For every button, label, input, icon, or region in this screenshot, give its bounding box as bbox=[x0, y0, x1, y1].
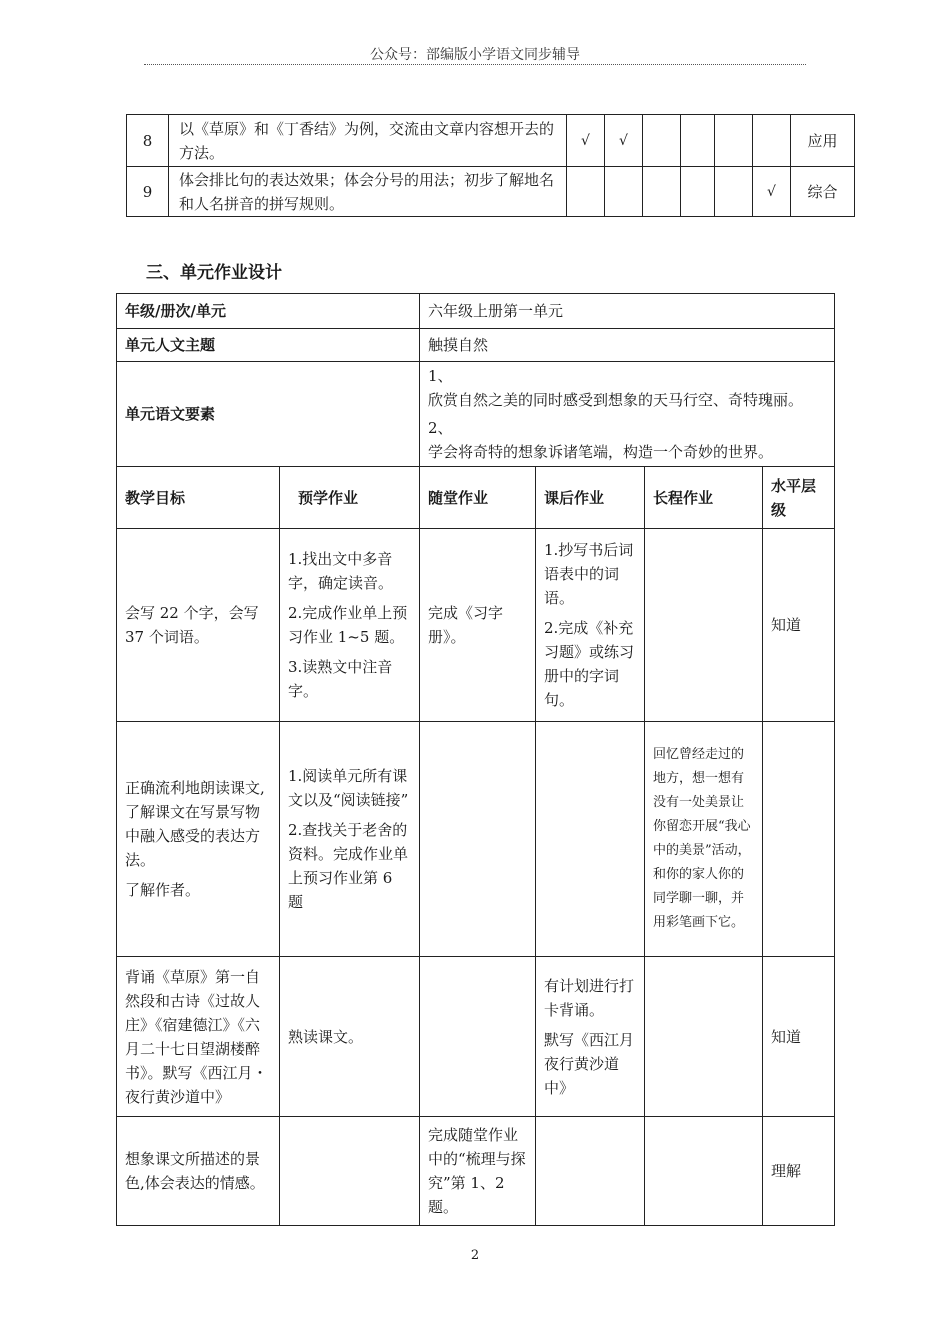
header-divider bbox=[144, 64, 806, 65]
check-cell bbox=[567, 167, 605, 217]
level-cell: 应用 bbox=[791, 115, 855, 167]
cell-text: 背诵《草原》第一自然段和古诗《过故人庄》《宿建德江》《六月二十七日望湖楼醉书》。默写《西江月・夜行黄沙道中》 bbox=[125, 967, 268, 1106]
goal-cell bbox=[117, 957, 280, 1117]
theme-value: 触摸自然 bbox=[420, 329, 835, 362]
grade-value: 六年级上册第一单元 bbox=[420, 294, 835, 329]
elements-label: 单元语文要素 bbox=[117, 362, 420, 467]
level-cell: 知道 bbox=[763, 529, 835, 722]
cell-text: 1.阅读单元所有课文以及“阅读链接” bbox=[288, 767, 409, 809]
cell-text: 完成《习字册》。 bbox=[428, 604, 504, 646]
header-class: 随堂作业 bbox=[420, 467, 536, 529]
cell-text: 默写《西江月 夜行黄沙道中》 bbox=[544, 1030, 635, 1097]
class-cell bbox=[420, 529, 536, 722]
list-item bbox=[428, 414, 826, 466]
pre-cell bbox=[280, 957, 420, 1117]
page-header: 公众号：部编版小学语文同步辅导 bbox=[370, 47, 580, 63]
list-item bbox=[428, 362, 826, 414]
cell-text: 1.找出文中多音字，确定读音。 bbox=[288, 550, 394, 592]
grade-row bbox=[117, 294, 835, 329]
after-cell bbox=[536, 1117, 645, 1226]
check-cell bbox=[715, 115, 753, 167]
homework-design-table bbox=[116, 293, 835, 1226]
grade-label: 年级/册次/单元 bbox=[117, 294, 420, 329]
class-cell bbox=[420, 1117, 536, 1226]
table-row bbox=[117, 722, 835, 957]
check-cell bbox=[753, 115, 791, 167]
cell-text: 有计划进行打卡背诵。 bbox=[544, 976, 635, 1019]
table-row bbox=[117, 1117, 835, 1226]
list-number: 1、 bbox=[428, 367, 453, 385]
header-after: 课后作业 bbox=[536, 467, 645, 529]
long-cell bbox=[645, 1117, 763, 1226]
cell-text: 想象课文所描述的景色,体会表达的情感。 bbox=[125, 1150, 265, 1192]
after-cell bbox=[536, 722, 645, 957]
list-number: 2、 bbox=[428, 419, 453, 437]
cell-text: 回忆曾经走过的地方，想一想有没有一处美景让你留恋开展“我心中的美景”活动，和你的家人你的同学聊一聊，并用彩笔画下它。 bbox=[653, 747, 751, 930]
long-cell bbox=[645, 957, 763, 1117]
table-row bbox=[117, 529, 835, 722]
check-cell bbox=[605, 167, 643, 217]
elements-cell bbox=[420, 362, 835, 467]
table-row bbox=[127, 167, 855, 217]
cell-text: 3.读熟文中注音字。 bbox=[288, 658, 393, 700]
check-cell bbox=[681, 167, 715, 217]
table-row bbox=[117, 957, 835, 1117]
goal-cell bbox=[117, 722, 280, 957]
table-row bbox=[127, 115, 855, 167]
cell-text: 了解作者。 bbox=[125, 881, 201, 899]
row-number: 8 bbox=[127, 115, 169, 167]
goal-cell bbox=[117, 529, 280, 722]
class-cell bbox=[420, 722, 536, 957]
objectives-table bbox=[126, 114, 855, 217]
row-number: 9 bbox=[127, 167, 169, 217]
cell-text: 1.抄写书后词语表中的词语。 bbox=[544, 541, 634, 607]
theme-label: 单元人文主题 bbox=[117, 329, 420, 362]
check-cell bbox=[643, 115, 681, 167]
class-cell bbox=[420, 957, 536, 1117]
pre-cell bbox=[280, 1117, 420, 1226]
check-cell: √ bbox=[753, 167, 791, 217]
cell-text: 熟读课文。 bbox=[288, 1027, 364, 1046]
cell-text: 正确流利地朗读课文,了解课文在写景写物中融入感受的表达方法。 bbox=[125, 779, 265, 869]
level-cell: 理解 bbox=[763, 1117, 835, 1226]
goal-cell bbox=[117, 1117, 280, 1226]
pre-cell bbox=[280, 722, 420, 957]
section-title: 三、单元作业设计 bbox=[146, 263, 282, 283]
page-number: 2 bbox=[470, 1248, 480, 1263]
theme-row bbox=[117, 329, 835, 362]
level-cell: 知道 bbox=[763, 957, 835, 1117]
list-text: 欣赏自然之美的同时感受到想象的天马行空、奇特瑰丽。 bbox=[428, 391, 804, 409]
check-cell: √ bbox=[605, 115, 643, 167]
long-cell bbox=[645, 722, 763, 957]
cell-text: 2.查找关于老舍的资料。完成作业单上预习作业第 6 题 bbox=[288, 821, 409, 911]
check-cell bbox=[643, 167, 681, 217]
header-long: 长程作业 bbox=[645, 467, 763, 529]
header-pre: 预学作业 bbox=[280, 467, 420, 529]
level-cell bbox=[763, 722, 835, 957]
row-text: 体会排比句的表达效果；体会分号的用法；初步了解地名和人名拼音的拼写规则。 bbox=[169, 167, 567, 217]
header-level: 水平层级 bbox=[763, 467, 835, 529]
check-cell bbox=[715, 167, 753, 217]
cell-text: 会写 22 个字，会写 37 个词语。 bbox=[125, 604, 259, 646]
cell-text: 2.完成作业单上预习作业 1~5 题。 bbox=[288, 604, 408, 646]
elements-row bbox=[117, 362, 835, 467]
after-cell bbox=[536, 957, 645, 1117]
cell-text: 2.完成《补充习题》或练习册中的字词句。 bbox=[544, 619, 635, 709]
cell-text: 完成随堂作业中的“梳理与探究”第 1、2 题。 bbox=[428, 1126, 526, 1216]
row-text: 以《草原》和《丁香结》为例，交流由文章内容想开去的方法。 bbox=[169, 115, 567, 167]
check-cell: √ bbox=[567, 115, 605, 167]
pre-cell bbox=[280, 529, 420, 722]
level-cell: 综合 bbox=[791, 167, 855, 217]
after-cell bbox=[536, 529, 645, 722]
list-text: 学会将奇特的想象诉诸笔端，构造一个奇妙的世界。 bbox=[428, 443, 774, 461]
long-cell bbox=[645, 529, 763, 722]
column-header-row bbox=[117, 467, 835, 529]
header-goal: 教学目标 bbox=[117, 467, 280, 529]
check-cell bbox=[681, 115, 715, 167]
